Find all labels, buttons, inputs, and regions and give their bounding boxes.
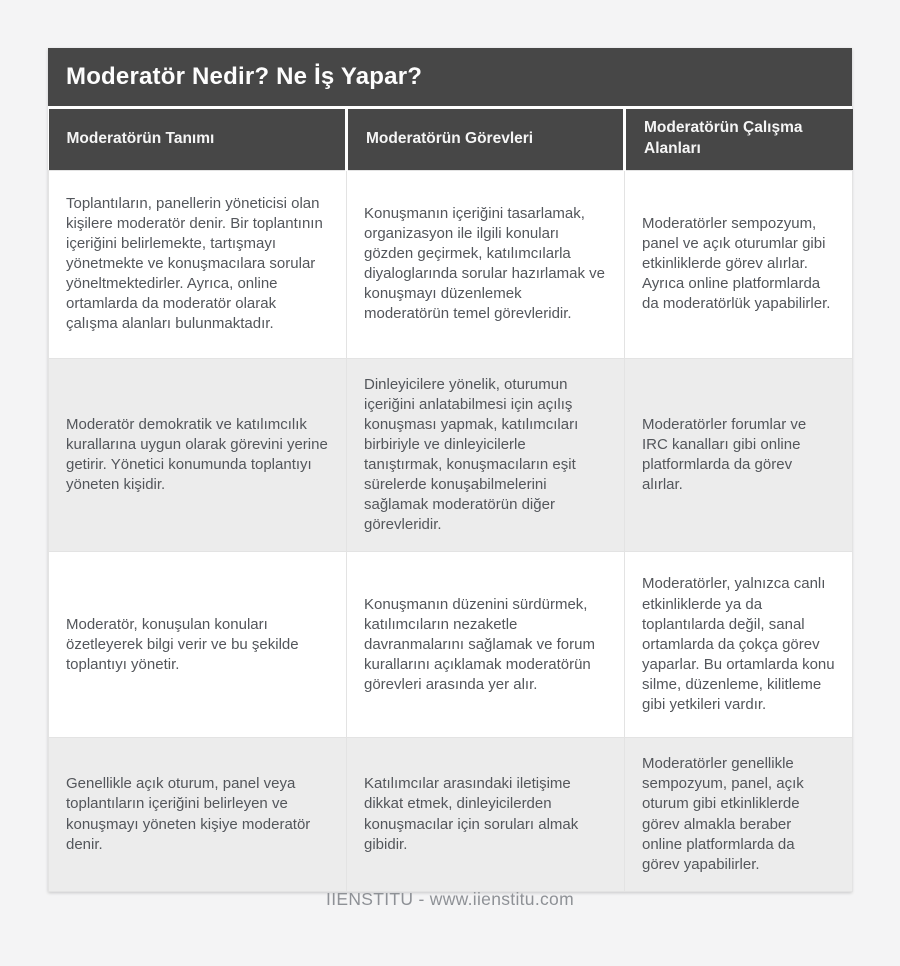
cell-tanim-3: Moderatör, konuşulan konuları özetleyerek bilgi verir ve bu şekilde toplantıyı yönetir.: [49, 552, 347, 738]
cell-gorev-4: Katılımcılar arasındaki iletişime dikkat etmek, dinleyicilerden konuşmacılar için soruları almak gibidir.: [347, 738, 625, 892]
footer-credit: IIENSTITU - www.iienstitu.com: [326, 889, 574, 909]
title-bar: [48, 48, 852, 109]
table-row: [49, 358, 853, 552]
cell-tanim-1: Toplantıların, panellerin yöneticisi olan kişilere moderatör denir. Bir toplantının içeriğini belirlemekte, tartışmayı yönetmekte ve konuşmacılara sorular yöneltmektedirler. Ayrıca, online ortamlarda da moderatör olarak çalışma alanları bulunmaktadır.: [49, 170, 347, 358]
cell-gorev-1: Konuşmanın içeriğini tasarlamak, organizasyon ile ilgili konuları gözden geçirmek, katılımcılarla diyaloglarında sorular hazırlamak ve konuşmayı düzenlemek moderatörün temel görevleridir.: [347, 170, 625, 358]
table-row: [49, 170, 853, 358]
table-row: [49, 738, 853, 892]
column-header-gorevleri: Moderatörün Görevleri: [347, 109, 625, 170]
cell-gorev-2: Dinleyicilere yönelik, oturumun içeriğini anlatabilmesi için açılış konuşması yapmak, katılımcıları birbiriyle ve dinleyicilerle tanıştırmak, konuşmacıların eşit sürelerde konuşabilmelerini sağlamak moderatörün diğer görevleridir.: [347, 358, 625, 552]
table-header-row: [49, 109, 853, 170]
cell-gorev-3: Konuşmanın düzenini sürdürmek, katılımcıların nezaketle davranmalarını sağlamak ve forum kurallarını açıklamak moderatörün görevleri arasında yer alır.: [347, 552, 625, 738]
column-header-calisma-alanlari: Moderatörün Çalışma Alanları: [625, 109, 853, 170]
cell-alan-1: Moderatörler sempozyum, panel ve açık oturumlar gibi etkinliklerde görev alırlar. Ayrıca online platformlarda da moderatörlük yapabilirler.: [625, 170, 853, 358]
cell-tanim-4: Genellikle açık oturum, panel veya toplantıların içeriğini belirleyen ve konuşmayı yöneten kişiye moderatör denir.: [49, 738, 347, 892]
table-row: [49, 552, 853, 738]
column-header-tanimi: Moderatörün Tanımı: [49, 109, 347, 170]
cell-alan-3: Moderatörler, yalnızca canlı etkinliklerde ya da toplantılarda değil, sanal ortamlarda da çokça görev yaparlar. Bu ortamlarda konu silme, düzenleme, kilitleme gibi yetkileri vardır.: [625, 552, 853, 738]
page-title: Moderatör Nedir? Ne İş Yapar?: [66, 63, 423, 90]
cell-alan-2: Moderatörler forumlar ve IRC kanalları gibi online platformlarda da görev alırlar.: [625, 358, 853, 552]
cell-tanim-2: Moderatör demokratik ve katılımcılık kurallarına uygun olarak görevini yerine getirir. Yönetici konumunda toplantıyı yöneten kişidir.: [49, 358, 347, 552]
moderator-table: [48, 109, 853, 892]
cell-alan-4: Moderatörler genellikle sempozyum, panel, açık oturum gibi etkinliklerde görev almakla beraber online platformlarda da görev yapabilirler.: [625, 738, 853, 892]
moderator-info-card: [48, 48, 852, 892]
